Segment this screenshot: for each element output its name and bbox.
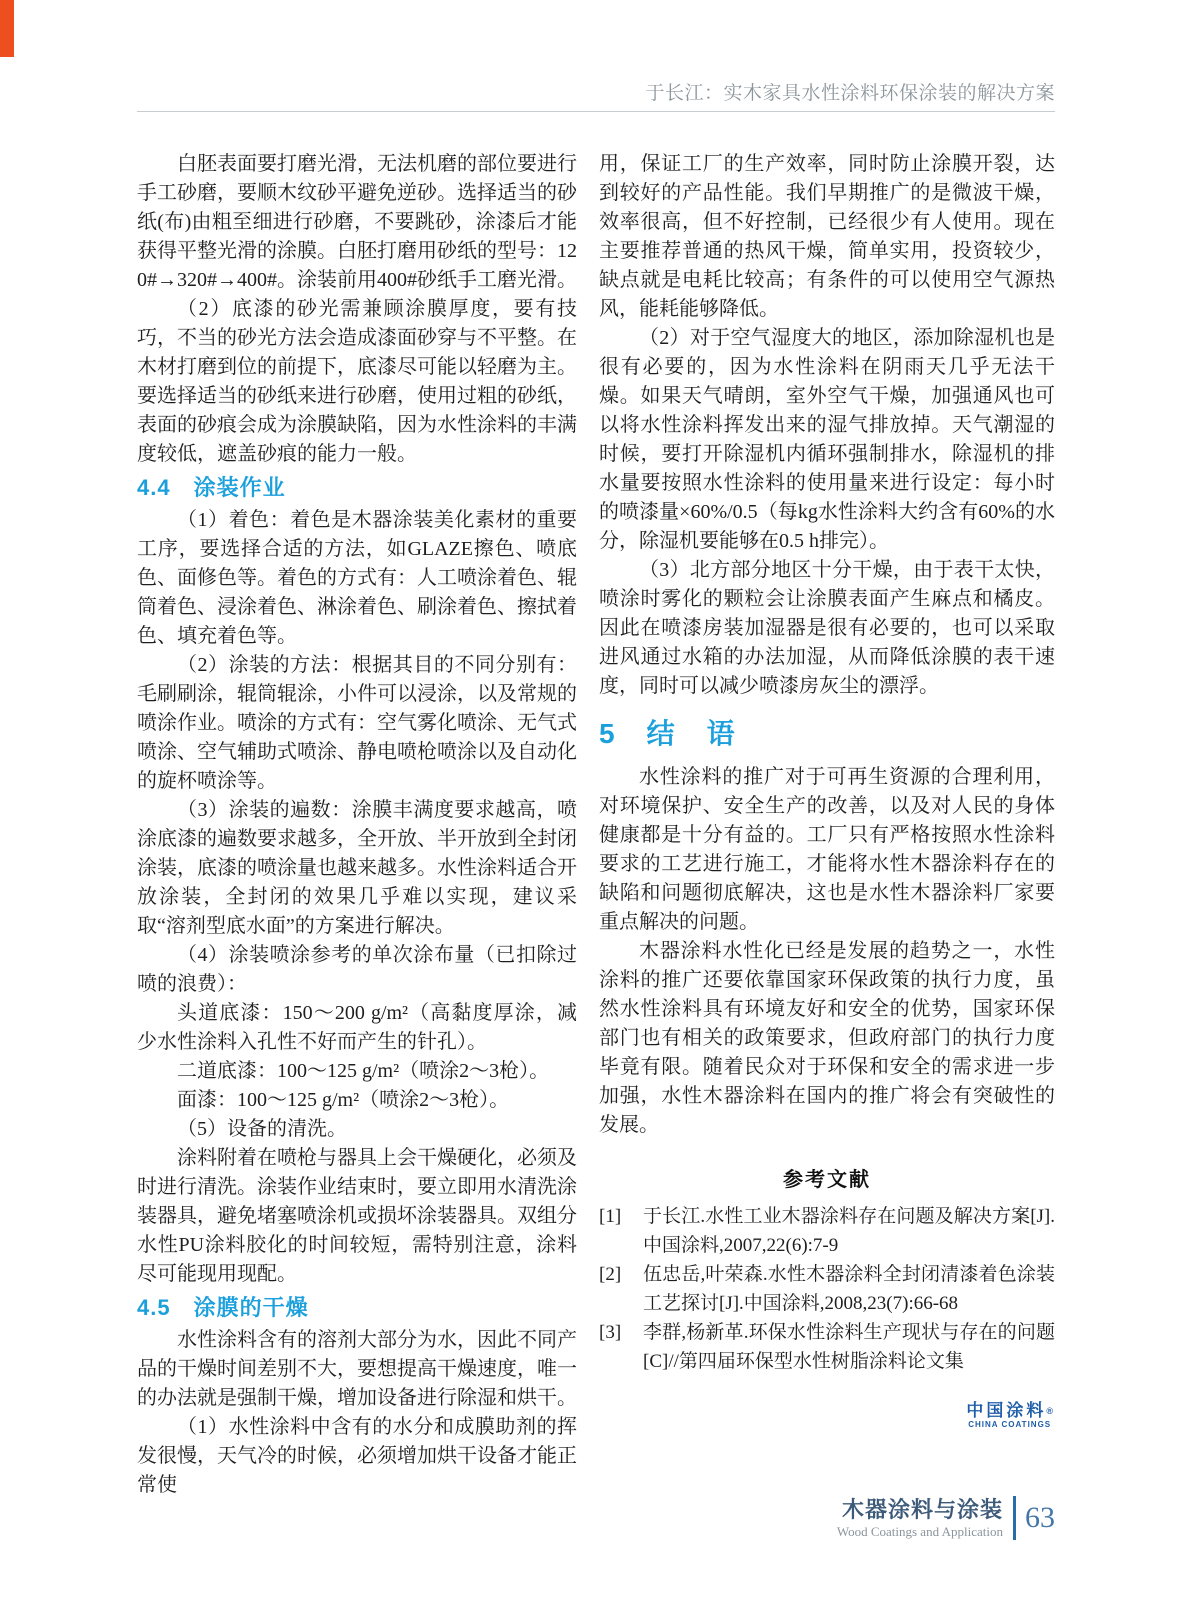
paragraph: （3）北方部分地区十分干燥，由于表干太快，喷涂时雾化的颗粒会让涂膜表面产生麻点和橘皮。因此在喷漆房装加湿器是很有必要的，也可以采取进风通过水箱的办法加湿，从而降低涂膜的表干速度，同时可以减少喷漆房灰尘的漂浮。 [599,559,1055,697]
paragraph: 白胚表面要打磨光滑，无法机磨的部位要进行手工砂磨，要顺木纹砂平避免逆砂。选择适当的砂纸(布)由粗至细进行砂磨，不要跳砂，涂漆后才能获得平整光滑的涂膜。白胚打磨用砂纸的型号：120#→320#→400#。涂装前用400#砂纸手工磨光滑。 [137,153,577,291]
section-heading-4-4: 4.4 涂装作业 [137,475,286,500]
reference-item [599,1260,1055,1318]
logo-english-name: CHINA COATINGS [968,1420,1052,1429]
paragraph: 涂料附着在喷枪与器具上会干燥硬化，必须及时进行清洗。涂装作业结束时，要立即用水清洗涂装器具，避免堵塞喷涂机或损坏涂装器具。双组分水性PU涂料胶化的时间较短，需特别注意，涂料尽可能现用现配。 [137,1147,577,1285]
journal-title-block [837,1497,1003,1540]
page-footer [137,1496,1055,1540]
paragraph: （1）着色：着色是木器涂装美化素材的重要工序，要选择合适的方法，如GLAZE擦色、喷底色、面修色等。着色的方式有：人工喷涂着色、辊筒着色、浸涂着色、淋涂着色、刷涂着色、擦拭着色、填充着色等。 [137,509,577,647]
china-coatings-logo [599,1402,1055,1432]
paragraph: 用，保证工厂的生产效率，同时防止涂膜开裂，达到较好的产品性能。我们早期推广的是微波干燥，效率很高，但不好控制，已经很少有人使用。现在主要推荐普通的热风干燥，简单实用，投资较少，缺点就是电耗比较高；有条件的可以使用空气源热风，能耗能够降低。 [599,153,1055,320]
china-coatings-logo-inner [966,1402,1053,1430]
paragraph: 头道底漆：150～200 g/m²（高黏度厚涂，减少水性涂料入孔性不好而产生的针孔）。 [137,1002,577,1053]
reference-text: 伍忠岳,叶荣森.水性木器涂料全封闭清漆着色涂装工艺探讨[J].中国涂料,2008,23(7):66-68 [643,1264,1055,1314]
running-header-title: 于长江：实木家具水性涂料环保涂装的解决方案 [645,83,1055,104]
journal-title-en: Wood Coatings and Application [836,1523,1003,1539]
page-edge-orange-tab [0,0,14,57]
right-column [599,150,1055,1500]
paragraph: （4）涂装喷涂参考的单次涂布量（已扣除过喷的浪费）： [137,944,577,995]
article-body [137,150,1055,1500]
registered-trademark-icon: ® [1046,1406,1053,1416]
paragraph: （1）水性涂料中含有的水分和成膜助剂的挥发很慢，天气冷的时候，必须增加烘干设备才能正常使 [137,1416,577,1496]
reference-text: 于长江.水性工业木器涂料存在问题及解决方案[J].中国涂料,2007,22(6):7-9 [643,1206,1055,1256]
reference-item [599,1202,1055,1260]
logo-chinese-name [966,1402,1053,1420]
references-heading: 参考文献 [783,1169,871,1191]
section-heading-4-5: 4.5 涂膜的干燥 [137,1295,309,1320]
reference-marker: [1] [599,1206,622,1227]
paragraph: 木器涂料水性化已经是发展的趋势之一，水性涂料的推广还要依靠国家环保政策的执行力度，虽然水性涂料具有环境友好和安全的优势，国家环保部门也有相关的政策要求，但政府部门的执行力度毕竟有限。随着民众对于环保和安全的需求进一步加强，水性木器涂料在国内的推广将会有突破性的发展。 [599,940,1055,1136]
paragraph: 水性涂料含有的溶剂大部分为水，因此不同产品的干燥时间差别不大，要想提高干燥速度，唯一的办法就是强制干燥，增加设备进行除湿和烘干。 [137,1329,577,1409]
left-column [137,150,577,1500]
page-number: 63 [1025,1501,1055,1534]
reference-marker: [2] [599,1264,622,1285]
section-heading-5-conclusion: 5 结 语 [599,718,737,749]
paragraph: （2）对于空气湿度大的地区，添加除湿机也是很有必要的，因为水性涂料在阴雨天几乎无法干燥。如果天气晴朗，室外空气干燥，加强通风也可以将水性涂料挥发出来的湿气排放掉。天气潮湿的时候，要打开除湿机内循环强制排水，除湿机的排水量要按照水性涂料的使用量来进行设定：每小时的喷漆量×60%/0.5（每kg水性涂料大约含有60%的水分，除湿机要能够在0.5 h排完）。 [599,327,1055,552]
reference-marker: [3] [599,1322,622,1343]
logo-cn-text: 中国涂料 [966,1401,1047,1420]
paragraph: （5）设备的清洗。 [177,1118,347,1140]
paragraph: 水性涂料的推广对于可再生资源的合理利用，对环境保护、安全生产的改善，以及对人民的身体健康都是十分有益的。工厂只有严格按照水性涂料要求的工艺进行施工，才能将水性木器涂料存在的缺陷和问题彻底解决，这也是水性木器涂料厂家要重点解决的问题。 [599,766,1055,933]
paragraph: （2）底漆的砂光需兼顾涂膜厚度，要有技巧，不当的砂光方法会造成漆面砂穿与不平整。在木材打磨到位的前提下，底漆尽可能以轻磨为主。要选择适当的砂纸来进行砂磨，使用过粗的砂纸，表面的砂痕会成为涂膜缺陷，因为水性涂料的丰满度较低，遮盖砂痕的能力一般。 [137,298,577,465]
paragraph: （2）涂装的方法：根据其目的不同分别有：毛刷刷涂，辊筒辊涂，小件可以浸涂，以及常规的喷涂作业。喷涂的方式有：空气雾化喷涂、无气式喷涂、空气辅助式喷涂、静电喷枪喷涂以及自动化的旋杯喷涂等。 [137,654,577,792]
reference-item [599,1318,1055,1376]
paragraph: 二道底漆：100～125 g/m²（喷涂2～3枪）。 [177,1060,550,1082]
journal-title-cn: 木器涂料与涂装 [841,1496,1003,1522]
paragraph: 面漆：100～125 g/m²（喷涂2～3枪）。 [177,1089,510,1111]
paragraph: （3）涂装的遍数：涂膜丰满度要求越高，喷涂底漆的遍数要求越多，全开放、半开放到全封闭涂装，底漆的喷涂量也越来越多。水性涂料适合开放涂装，全封闭的效果几乎难以实现，建议采取“溶剂型底水面”的方案进行解决。 [137,799,577,937]
footer-divider-bar [1013,1496,1016,1540]
header-rule [137,111,1055,112]
reference-text: 李群,杨新革.环保水性涂料生产现状与存在的问题[C]//第四届环保型水性树脂涂料论文集 [643,1322,1055,1372]
